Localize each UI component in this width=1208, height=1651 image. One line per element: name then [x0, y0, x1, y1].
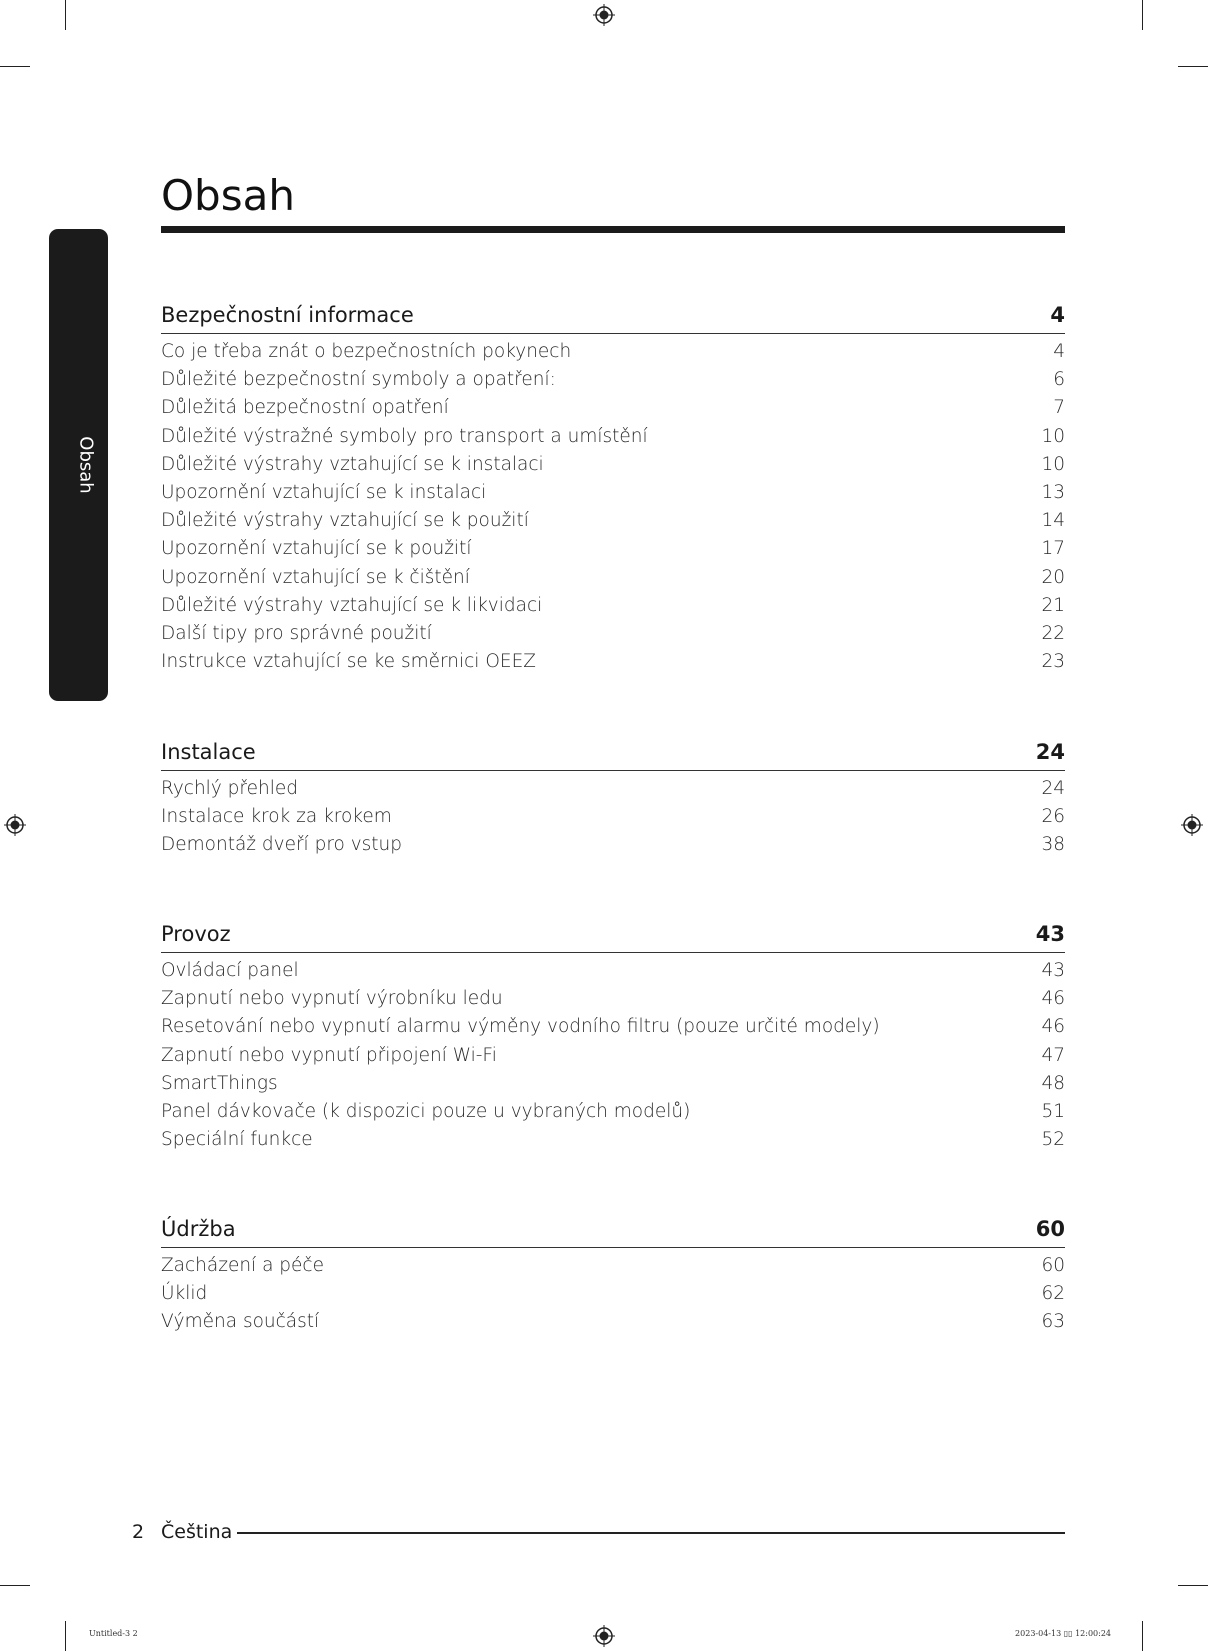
entry-page: 63 — [1041, 1311, 1065, 1333]
entry-label: Důležité výstražné symboly pro transport a umístění — [161, 425, 648, 447]
entry-label: Instalace krok za krokem — [161, 806, 392, 828]
entry-label: Ovládací panel — [161, 960, 299, 981]
toc-entry[interactable] — [161, 507, 1065, 535]
toc-entry[interactable] — [161, 831, 1065, 859]
entry-label: Instrukce vztahující se ke směrnici OEEZ — [161, 651, 536, 673]
entry-label: Důležité výstrahy vztahující se k instalaci — [161, 453, 544, 475]
section-page: 24 — [1035, 740, 1065, 764]
section-page: 43 — [1035, 922, 1065, 946]
entry-label: Co je třeba znát o bezpečnostních pokynech — [161, 341, 572, 362]
crop-mark — [0, 1585, 30, 1586]
entry-page: 48 — [1041, 1072, 1065, 1094]
toc-section — [161, 738, 1065, 860]
toc-entry[interactable] — [161, 957, 1065, 985]
print-slug-left: Untitled-3 2 — [89, 1629, 138, 1638]
entry-page: 21 — [1041, 594, 1065, 616]
crop-mark — [0, 66, 30, 67]
entry-page: 43 — [1041, 960, 1065, 981]
toc-entry[interactable] — [161, 1280, 1065, 1308]
entry-page: 38 — [1041, 834, 1065, 856]
crop-mark — [1178, 1585, 1208, 1586]
toc-entry[interactable] — [161, 479, 1065, 507]
entry-page: 47 — [1041, 1044, 1065, 1066]
entry-label: Upozornění vztahující se k použití — [161, 538, 472, 560]
side-tab-label: Obsah — [75, 436, 97, 494]
footer-language: Čeština — [161, 1521, 233, 1543]
toc-entry[interactable] — [161, 394, 1065, 422]
section-title: Údržba — [161, 1217, 236, 1241]
print-slug-right: 2023-04-13 ▯▯ 12:00:24 — [1015, 1629, 1111, 1638]
section-title: Instalace — [161, 740, 256, 764]
toc-entry[interactable] — [161, 564, 1065, 592]
entry-page: 10 — [1041, 425, 1065, 447]
entry-page: 6 — [1053, 369, 1065, 391]
entry-label: Úklid — [161, 1283, 208, 1305]
toc-section — [161, 301, 1065, 676]
entry-page: 24 — [1041, 778, 1065, 799]
crop-mark — [1142, 0, 1143, 30]
toc-entry[interactable] — [161, 1042, 1065, 1070]
toc-entry[interactable] — [161, 775, 1065, 803]
toc-entry[interactable] — [161, 1126, 1065, 1154]
entry-label: Demontáž dveří pro vstup — [161, 834, 403, 856]
entry-page: 23 — [1041, 651, 1065, 673]
entry-label: Panel dávkovače (k dispozici pouze u vybraných modelů) — [161, 1100, 691, 1122]
toc-entry[interactable] — [161, 1098, 1065, 1126]
entry-page: 20 — [1041, 566, 1065, 588]
toc-entry[interactable] — [161, 592, 1065, 620]
entry-label: Zacházení a péče — [161, 1255, 324, 1276]
registration-mark-icon — [593, 4, 615, 26]
toc-entry[interactable] — [161, 620, 1065, 648]
section-header[interactable] — [161, 1215, 1065, 1248]
entry-page: 7 — [1053, 397, 1065, 419]
page-title: Obsah — [161, 171, 295, 220]
toc-entry[interactable] — [161, 535, 1065, 563]
entry-label: SmartThings — [161, 1072, 278, 1094]
entry-page: 52 — [1041, 1129, 1065, 1151]
entry-label: Důležité bezpečnostní symboly a opatření: — [161, 369, 556, 391]
entry-label: Speciální funkce — [161, 1129, 313, 1151]
entry-page: 62 — [1041, 1283, 1065, 1305]
footer-rule — [237, 1532, 1065, 1534]
toc-entry[interactable] — [161, 803, 1065, 831]
registration-mark-icon — [4, 814, 26, 836]
crop-mark — [1142, 1621, 1143, 1651]
toc-entry[interactable] — [161, 423, 1065, 451]
toc-entry[interactable] — [161, 648, 1065, 676]
registration-mark-icon — [1181, 814, 1203, 836]
toc-entry[interactable] — [161, 1308, 1065, 1336]
toc-entry[interactable] — [161, 1013, 1065, 1041]
toc-entry[interactable] — [161, 1070, 1065, 1098]
entry-label: Důležité výstrahy vztahující se k likvidaci — [161, 594, 543, 616]
entry-label: Zapnutí nebo vypnutí výrobníku ledu — [161, 988, 503, 1010]
section-page: 60 — [1035, 1217, 1065, 1241]
entry-page: 26 — [1041, 806, 1065, 828]
entry-label: Upozornění vztahující se k instalaci — [161, 481, 487, 503]
entry-label: Výměna součástí — [161, 1311, 320, 1333]
entry-page: 10 — [1041, 453, 1065, 475]
section-page: 4 — [1050, 303, 1065, 327]
section-title: Bezpečnostní informace — [161, 303, 414, 327]
entry-page: 22 — [1041, 622, 1065, 644]
section-header[interactable] — [161, 301, 1065, 334]
section-header[interactable] — [161, 738, 1065, 771]
entry-label: Důležitá bezpečnostní opatření — [161, 397, 449, 419]
registration-mark-icon — [593, 1625, 615, 1647]
entry-page: 17 — [1041, 538, 1065, 560]
toc-entry[interactable] — [161, 1252, 1065, 1280]
toc-entry[interactable] — [161, 985, 1065, 1013]
page-number: 2 — [132, 1521, 145, 1543]
entry-label: Rychlý přehled — [161, 778, 298, 799]
toc-section — [161, 920, 1065, 1154]
title-rule — [161, 226, 1065, 233]
toc-section — [161, 1215, 1065, 1337]
entry-page: 4 — [1053, 341, 1065, 362]
entry-page: 51 — [1041, 1100, 1065, 1122]
entry-page: 46 — [1041, 1016, 1065, 1038]
section-title: Provoz — [161, 922, 231, 946]
entry-page: 46 — [1041, 988, 1065, 1010]
entry-label: Upozornění vztahující se k čištění — [161, 566, 470, 588]
crop-mark — [1178, 66, 1208, 67]
entry-label: Důležité výstrahy vztahující se k použití — [161, 510, 529, 532]
toc-entry[interactable] — [161, 366, 1065, 394]
crop-mark — [65, 0, 66, 30]
toc-entry[interactable] — [161, 451, 1065, 479]
entry-label: Zapnutí nebo vypnutí připojení Wi-Fi — [161, 1044, 497, 1066]
toc-entry[interactable] — [161, 338, 1065, 366]
entry-page: 60 — [1041, 1255, 1065, 1276]
entry-page: 14 — [1041, 510, 1065, 532]
entry-label: Další tipy pro správné použití — [161, 622, 432, 644]
entry-label: Resetování nebo vypnutí alarmu výměny vodního filtru (pouze určité modely) — [161, 1016, 880, 1038]
crop-mark — [65, 1621, 66, 1651]
entry-page: 13 — [1041, 481, 1065, 503]
section-header[interactable] — [161, 920, 1065, 953]
